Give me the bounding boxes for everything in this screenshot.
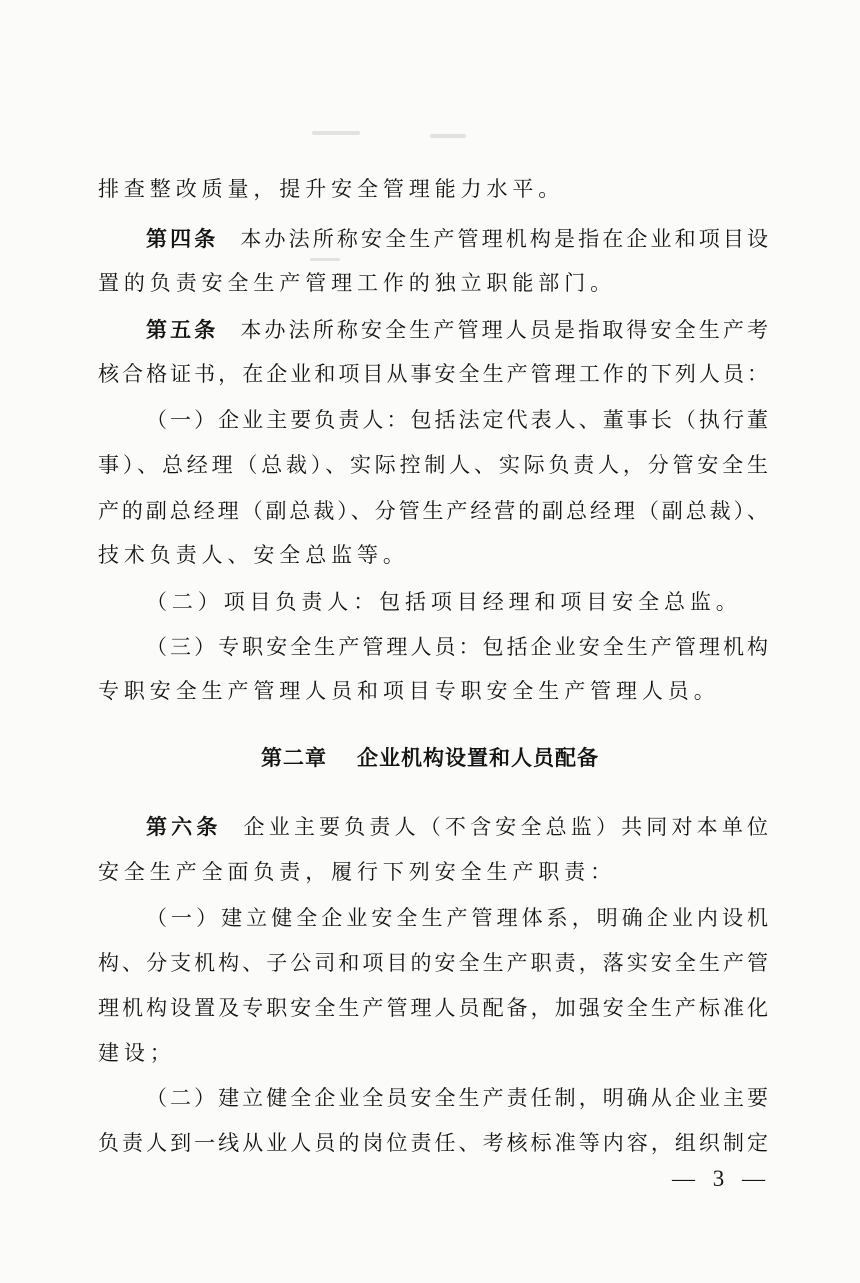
text-line: 本办法所称安全生产管理人员是指取得安全生产考 [240, 318, 768, 342]
text-line: （二）建立健全企业全员安全生产责任制，明确从企业主要 [146, 1086, 768, 1110]
chapter-title: 企业机构设置和人员配备 [357, 746, 599, 770]
text-line: 理机构设置及专职安全生产管理人员配备，加强安全生产标准化 [98, 996, 768, 1020]
article-6-line [146, 812, 768, 842]
text-line: 产的副总经理（副总裁）、分管生产经营的副总经理（副总裁）、 [98, 499, 768, 523]
text-line: 本办法所称安全生产管理机构是指在企业和项目设 [240, 227, 768, 251]
page-number: — 3 — [672, 1166, 771, 1191]
text-line: 构、分支机构、子公司和项目的安全生产职责，落实安全生产管 [98, 951, 768, 975]
text-line: 企业主要负责人（不含安全总监）共同对本单位 [243, 815, 769, 839]
text-line: （三）专职安全生产管理人员：包括企业安全生产管理机构 [146, 635, 768, 659]
article-5-line [146, 315, 768, 345]
article-label: 第六条 [146, 815, 222, 839]
text-line: （一）企业主要负责人：包括法定代表人、董事长（执行董 [146, 408, 768, 432]
scan-mark [310, 258, 340, 261]
text-line: 置的负责安全生产管理工作的独立职能部门。 [98, 271, 616, 295]
chapter-heading [0, 742, 860, 774]
text-line: 核合格证书，在企业和项目从事安全生产管理工作的下列人员： [98, 362, 768, 386]
article-4-line [146, 224, 768, 254]
text-line: 建设； [98, 1041, 176, 1065]
text-line: （二）项目负责人：包括项目经理和项目安全总监。 [146, 590, 742, 614]
text-line: 技术负责人、安全总监等。 [98, 543, 409, 567]
text-line: 安全生产全面负责，履行下列安全生产职责： [98, 860, 616, 884]
article-label: 第四条 [146, 227, 219, 251]
article-label: 第五条 [146, 318, 219, 342]
text-line: 排查整改质量，提升安全管理能力水平。 [98, 177, 565, 201]
text-line: 负责人到一线从业人员的岗位责任、考核标准等内容，组织制定 [98, 1131, 768, 1155]
scan-mark [430, 134, 466, 138]
text-line: 事）、总经理（总裁）、实际控制人、实际负责人，分管安全生 [98, 453, 768, 477]
text-line: 专职安全生产管理人员和项目专职安全生产管理人员。 [98, 679, 720, 703]
text-line: （一）建立健全企业安全生产管理体系，明确企业内设机 [146, 906, 768, 930]
scan-mark [312, 131, 360, 135]
chapter-label: 第二章 [261, 746, 327, 770]
